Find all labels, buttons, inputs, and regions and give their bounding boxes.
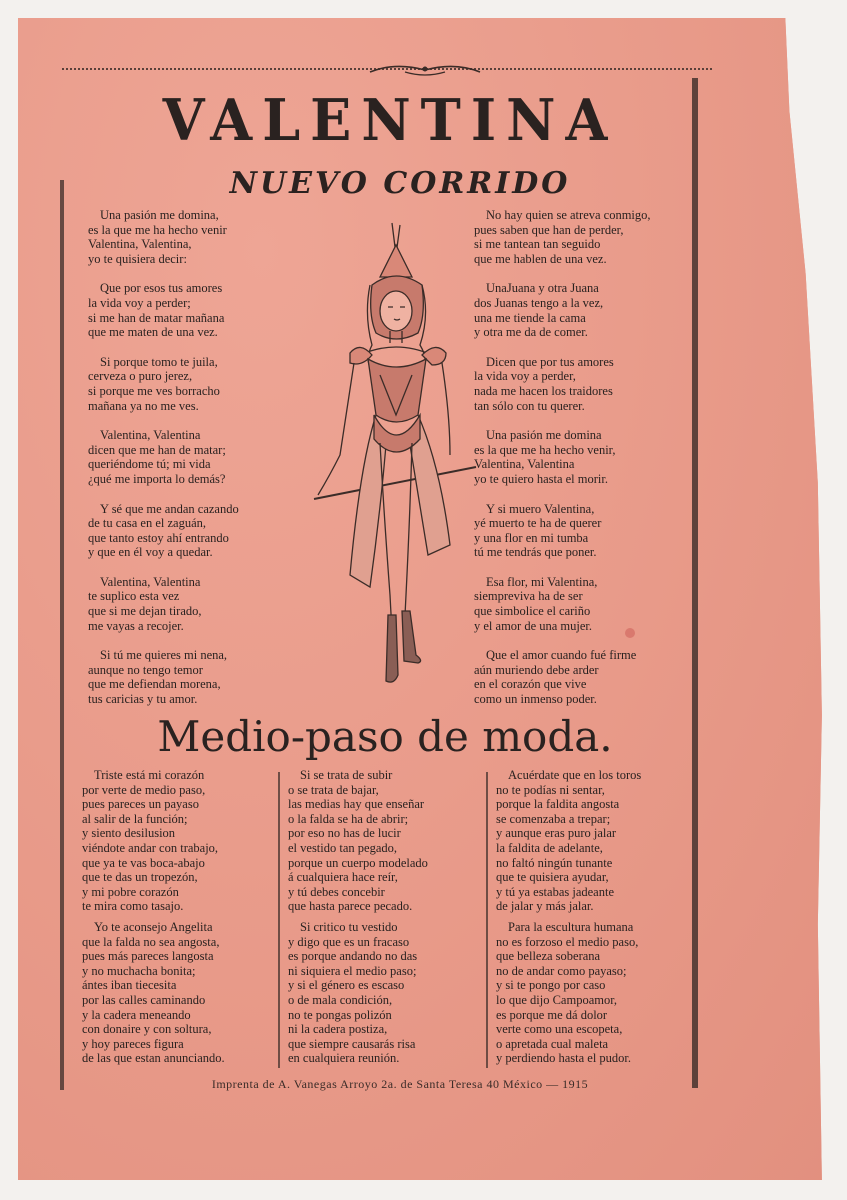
verse-line: tus caricias y tu amor.: [88, 692, 198, 707]
verse-line: que me defiendan morena,: [88, 677, 221, 692]
verse-line: y que en él voy a quedar.: [88, 545, 213, 560]
verse-line: al salir de la función;: [82, 811, 188, 826]
medio-paso-column-2: [288, 768, 478, 1072]
verse-line: Si critico tu vestido: [300, 919, 398, 934]
verse-line: las medias hay que enseñar: [288, 797, 425, 812]
verse-line: yo te quiero hasta el morir.: [474, 471, 608, 486]
verse-line: ni siquiera el medio paso;: [288, 963, 417, 978]
verse-line: Valentina, Valentina: [100, 428, 201, 443]
stanza: [82, 920, 272, 1066]
verse-line: no te pongas polizón: [288, 1007, 392, 1022]
verse-line: y el amor de una mujer.: [474, 618, 593, 633]
imprint-footer: Imprenta de A. Vanegas Arroyo 2a. de Santa Teresa 40 México — 1915: [211, 1077, 589, 1091]
verse-line: que me maten de una vez.: [88, 325, 218, 340]
verse-line: y perdiendo hasta el pudor.: [496, 1051, 632, 1066]
verse-line: y si te pongo por caso: [496, 978, 606, 993]
verse-line: pues pareces un payaso: [82, 797, 199, 812]
main-title: VALENTINA: [162, 86, 618, 154]
verse-line: Para la escultura humana: [508, 919, 634, 934]
corrido-right-column: [474, 208, 689, 722]
verse-line: Dicen que por tus amores: [486, 354, 614, 369]
verse-line: es la que me ha hecho venir: [88, 222, 227, 237]
stanza: [88, 575, 298, 633]
verse-line: yé muerto te ha de querer: [474, 516, 602, 531]
verse-line: y la cadera meneando: [82, 1007, 191, 1022]
verse-line: Si porque tomo te juila,: [100, 354, 218, 369]
verse-line: con donaire y con soltura,: [82, 1022, 212, 1037]
verse-line: y tú ya estabas jadeante: [496, 884, 615, 899]
right-border-rule: [692, 78, 698, 1088]
verse-line: Triste está mi corazón: [94, 768, 205, 782]
verse-line: tú me tendrás que poner.: [474, 545, 597, 560]
stanza: [474, 208, 689, 266]
stanza: [474, 281, 689, 339]
verse-line: te suplico esta vez: [88, 589, 180, 604]
verse-line: dicen que me han de matar;: [88, 442, 226, 457]
verse-line: Valentina, Valentina: [474, 457, 575, 472]
verse-line: Si tú me quieres mi nena,: [100, 648, 228, 663]
verse-line: por las calles caminando: [82, 992, 206, 1007]
verse-line: que si me dejan tirado,: [88, 604, 202, 619]
verse-line: Esa flor, mi Valentina,: [486, 574, 598, 589]
left-border-rule: [60, 180, 64, 1090]
medio-paso-column-3: [496, 768, 692, 1072]
verse-line: que simbolice el cariño: [474, 604, 591, 619]
verse-line: o se trata de bajar,: [288, 782, 379, 797]
verse-line: y siento desilusion: [82, 826, 176, 841]
stanza: [88, 648, 298, 706]
verse-line: Una pasión me domina: [486, 428, 602, 443]
verse-line: la faldita de adelante,: [496, 840, 603, 855]
verse-line: no faltó ningún tunante: [496, 855, 613, 870]
verse-line: tan sólo con tu querer.: [474, 398, 585, 413]
verse-line: que me hablen de una vez.: [474, 251, 607, 266]
verse-line: y no muchacha bonita;: [82, 963, 196, 978]
verse-line: Y si muero Valentina,: [486, 501, 595, 516]
verse-line: que te quisiera ayudar,: [496, 870, 609, 885]
verse-line: yo te quisiera decir:: [88, 251, 187, 266]
verse-line: por eso no has de lucir: [288, 826, 401, 841]
verse-line: si porque me ves borracho: [88, 383, 220, 398]
verse-line: de tu casa en el zaguán,: [88, 516, 206, 531]
verse-line: es la que me ha hecho venir,: [474, 442, 616, 457]
verse-line: y otra me da de comer.: [474, 325, 588, 340]
stanza: [474, 502, 689, 560]
verse-line: en el corazón que vive: [474, 677, 587, 692]
verse-line: si me tantean tan seguido: [474, 237, 601, 252]
verse-line: pues más pareces langosta: [82, 949, 214, 964]
verse-line: y digo que es un fracaso: [288, 934, 410, 949]
verse-line: Valentina, Valentina: [100, 574, 201, 589]
stanza: [496, 768, 692, 914]
verse-line: de las que estan anunciando.: [82, 1051, 225, 1066]
verse-line: que tanto estoy ahí entrando: [88, 530, 229, 545]
verse-line: porque la faldita angosta: [496, 797, 620, 812]
stanza: [474, 648, 689, 706]
verse-line: porque un cuerpo modelado: [288, 855, 428, 870]
column-divider-2: [486, 772, 488, 1068]
verse-line: te mira como tasajo.: [82, 899, 184, 914]
medio-paso-heading: Medio-paso de moda.: [157, 712, 613, 761]
stanza: [88, 208, 298, 266]
verse-line: una me tiende la cama: [474, 310, 586, 325]
stanza: [88, 428, 298, 486]
column-divider-1: [278, 772, 280, 1068]
verse-line: que belleza soberana: [496, 949, 601, 964]
verse-line: Que por esos tus amores: [100, 281, 223, 296]
paper-stain: [625, 628, 635, 638]
verse-line: y tú debes concebir: [288, 884, 385, 899]
verse-line: cerveza o puro jerez,: [88, 369, 193, 384]
verse-line: Yo te aconsejo Angelita: [94, 919, 213, 934]
stanza: [474, 355, 689, 413]
verse-line: de jalar y más jalar.: [496, 899, 594, 914]
verse-line: Acuérdate que en los toros: [508, 768, 642, 782]
verse-line: UnaJuana y otra Juana: [486, 281, 599, 296]
verse-line: no te podías ni sentar,: [496, 782, 605, 797]
verse-line: no es forzoso el medio paso,: [496, 934, 639, 949]
stanza: [288, 920, 478, 1066]
verse-line: si me han de matar mañana: [88, 310, 225, 325]
verse-line: nada me hacen los traidores: [474, 383, 613, 398]
verse-line: por verte de medio paso,: [82, 782, 206, 797]
stanza: [88, 502, 298, 560]
subtitle: NUEVO CORRIDO: [229, 166, 571, 201]
verse-line: se comenzaba a trepar;: [496, 811, 611, 826]
verse-line: que te das un tropezón,: [82, 870, 198, 885]
verse-line: ántes iban tiecesita: [82, 978, 177, 993]
verse-line: y si el género es escaso: [288, 978, 405, 993]
stanza: [288, 768, 478, 914]
verse-line: en cualquiera reunión.: [288, 1051, 400, 1066]
woman-dancer-figure-icon: [300, 215, 490, 695]
stanza: [496, 920, 692, 1066]
top-ornament-icon: [365, 60, 485, 78]
corrido-left-column: [88, 208, 298, 722]
verse-line: y hoy pareces figura: [82, 1036, 184, 1051]
verse-line: Una pasión me domina,: [100, 208, 219, 222]
verse-line: dos Juanas tengo a la vez,: [474, 295, 604, 310]
verse-line: y una flor en mi tumba: [474, 530, 589, 545]
stanza: [88, 281, 298, 339]
verse-line: que la falda no sea angosta,: [82, 934, 220, 949]
verse-line: que hasta parece pecado.: [288, 899, 413, 914]
verse-line: á cualquiera hace reír,: [288, 870, 398, 885]
verse-line: me vayas a recojer.: [88, 618, 184, 633]
verse-line: que ya te vas boca-abajo: [82, 855, 205, 870]
verse-line: mañana ya no me ves.: [88, 398, 199, 413]
verse-line: Y sé que me andan cazando: [100, 501, 239, 516]
verse-line: como un inmenso poder.: [474, 692, 597, 707]
verse-line: verte como una escopeta,: [496, 1022, 623, 1037]
verse-line: no de andar como payaso;: [496, 963, 627, 978]
stanza: [474, 575, 689, 633]
verse-line: aunque no tengo temor: [88, 662, 203, 677]
verse-line: aún muriendo debe arder: [474, 662, 599, 677]
verse-line: ¿qué me importa lo demás?: [88, 471, 226, 486]
verse-line: pues saben que han de perder,: [474, 222, 624, 237]
verse-line: y mi pobre corazón: [82, 884, 179, 899]
verse-line: o de mala condición,: [288, 992, 393, 1007]
verse-line: el vestido tan pegado,: [288, 840, 397, 855]
verse-line: queriéndome tú; mi vida: [88, 457, 211, 472]
verse-line: Si se trata de subir: [300, 768, 393, 782]
verse-line: la vida voy a perder,: [474, 369, 576, 384]
verse-line: No hay quien se atreva conmigo,: [486, 208, 651, 222]
verse-line: y aunque eras puro jalar: [496, 826, 617, 841]
verse-line: Que el amor cuando fué firme: [486, 648, 637, 663]
verse-line: la vida voy a perder;: [88, 295, 191, 310]
stanza: [88, 355, 298, 413]
verse-line: siempreviva ha de ser: [474, 589, 583, 604]
verse-line: ni la cadera postiza,: [288, 1022, 388, 1037]
verse-line: o la falda se ha de abrir;: [288, 811, 409, 826]
verse-line: es porque andando no das: [288, 949, 418, 964]
verse-line: viéndote andar con trabajo,: [82, 840, 219, 855]
verse-line: Valentina, Valentina,: [88, 237, 192, 252]
verse-line: o apretada cual maleta: [496, 1036, 609, 1051]
verse-line: es porque me dá dolor: [496, 1007, 608, 1022]
medio-paso-column-1: [82, 768, 272, 1072]
verse-line: que siempre causarás risa: [288, 1036, 416, 1051]
stanza: [82, 768, 272, 914]
stanza: [474, 428, 689, 486]
verse-line: lo que dijo Campoamor,: [496, 992, 618, 1007]
